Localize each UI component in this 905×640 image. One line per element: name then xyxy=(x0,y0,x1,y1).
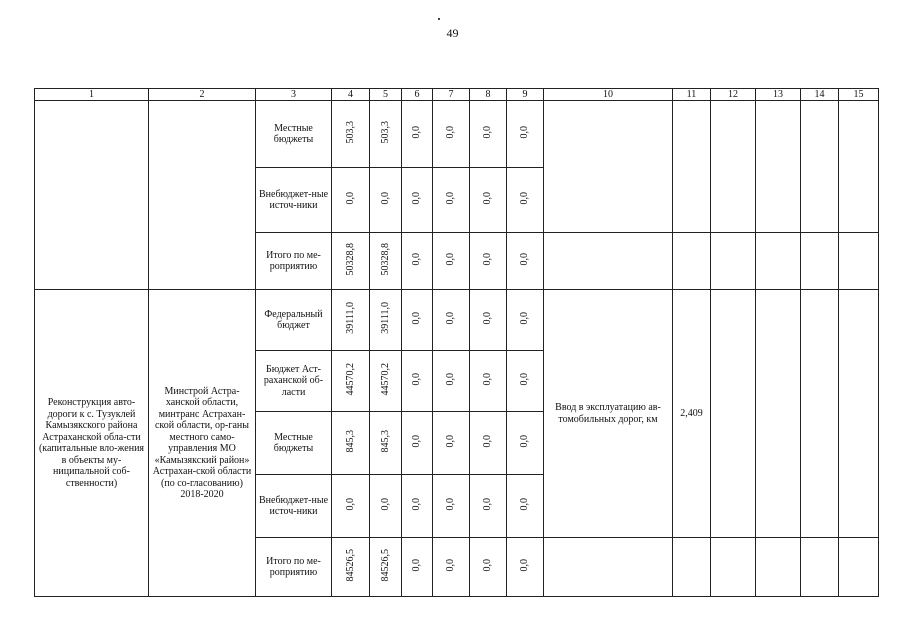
header-cell: 7 xyxy=(433,89,470,101)
header-cell: 13 xyxy=(756,89,801,101)
value-cell xyxy=(402,168,433,233)
value-cell xyxy=(433,168,470,233)
value-text: 0,0 xyxy=(482,192,494,205)
value-text: 0,0 xyxy=(445,126,457,139)
value-text: 44570,2 xyxy=(379,363,391,396)
empty-cell xyxy=(544,233,673,290)
page-number: 49 xyxy=(446,26,459,40)
header-cell: 2 xyxy=(149,89,256,101)
source-cell: Внебюджет-ные источ-ники xyxy=(256,475,332,538)
indicator-cell xyxy=(544,290,673,538)
value-text: 0,0 xyxy=(519,373,531,386)
value-cell xyxy=(433,351,470,412)
value-text: 39111,0 xyxy=(344,302,356,335)
value-cell xyxy=(433,233,470,290)
indicator-value-cell: 2,409 xyxy=(673,290,711,538)
header-cell: 11 xyxy=(673,89,711,101)
header-cell: 10 xyxy=(544,89,673,101)
value-cell xyxy=(332,290,370,351)
value-cell xyxy=(402,538,433,597)
value-cell xyxy=(370,233,402,290)
value-cell xyxy=(332,412,370,475)
value-cell xyxy=(470,233,507,290)
value-text: 0,0 xyxy=(482,435,494,448)
executor-cell-empty xyxy=(149,101,256,290)
value-text: 0,0 xyxy=(482,559,494,572)
value-cell xyxy=(470,290,507,351)
table-row xyxy=(35,290,879,351)
value-cell xyxy=(370,412,402,475)
source-cell: Итого по ме-роприятию xyxy=(256,233,332,290)
indicator-cell-empty xyxy=(544,101,673,233)
value-cell xyxy=(470,412,507,475)
value-text: 503,3 xyxy=(344,121,356,144)
scan-speck xyxy=(438,18,440,20)
value-text: 845,3 xyxy=(344,430,356,453)
value-text: 0,0 xyxy=(445,373,457,386)
empty-cell xyxy=(711,290,756,538)
value-text: 0,0 xyxy=(411,126,423,139)
value-text: 0,0 xyxy=(482,253,494,266)
value-cell xyxy=(402,101,433,168)
value-text: 0,0 xyxy=(519,559,531,572)
value-text: 39111,0 xyxy=(379,302,391,335)
header-cell: 14 xyxy=(801,89,839,101)
header-cell: 6 xyxy=(402,89,433,101)
source-cell: Федеральный бюджет xyxy=(256,290,332,351)
value-cell xyxy=(470,168,507,233)
empty-cell xyxy=(839,101,879,233)
value-text: 50328,8 xyxy=(344,243,356,276)
value-text: 0,0 xyxy=(445,312,457,325)
empty-cell xyxy=(801,290,839,538)
value-cell xyxy=(370,351,402,412)
value-text: 0,0 xyxy=(519,126,531,139)
value-cell xyxy=(433,101,470,168)
value-cell xyxy=(470,475,507,538)
header-cell: 15 xyxy=(839,89,879,101)
value-cell xyxy=(433,475,470,538)
value-cell xyxy=(507,475,544,538)
value-text: 0,0 xyxy=(411,435,423,448)
value-text: 0,0 xyxy=(519,312,531,325)
value-cell xyxy=(370,101,402,168)
empty-cell xyxy=(801,233,839,290)
empty-cell xyxy=(544,538,673,597)
value-text: 0,0 xyxy=(445,498,457,511)
header-cell: 12 xyxy=(711,89,756,101)
value-text: 0,0 xyxy=(519,253,531,266)
value-text: 0,0 xyxy=(411,498,423,511)
empty-cell xyxy=(711,538,756,597)
value-cell xyxy=(507,168,544,233)
source-cell: Бюджет Аст-раханской об-ласти xyxy=(256,351,332,412)
value-cell xyxy=(507,101,544,168)
value-cell xyxy=(332,538,370,597)
header-cell: 9 xyxy=(507,89,544,101)
value-cell xyxy=(433,290,470,351)
header-cell: 5 xyxy=(370,89,402,101)
header-cell: 3 xyxy=(256,89,332,101)
value-text: 0,0 xyxy=(445,253,457,266)
source-cell: Внебюджет-ные источ-ники xyxy=(256,168,332,233)
value-text: 845,3 xyxy=(379,430,391,453)
value-text: 0,0 xyxy=(445,192,457,205)
program-table xyxy=(34,88,879,597)
value-text: 0,0 xyxy=(519,498,531,511)
value-text: 84526,5 xyxy=(344,549,356,582)
empty-cell xyxy=(756,101,801,233)
value-text: 0,0 xyxy=(411,253,423,266)
value-cell xyxy=(332,351,370,412)
value-cell xyxy=(370,538,402,597)
empty-cell xyxy=(839,290,879,538)
value-cell xyxy=(370,168,402,233)
indicator-text: Ввод в эксплуатацию ав-томобильных дорог, км xyxy=(555,402,661,425)
table-row xyxy=(35,101,879,168)
value-cell xyxy=(402,351,433,412)
value-cell xyxy=(433,412,470,475)
empty-cell xyxy=(711,233,756,290)
empty-cell xyxy=(756,233,801,290)
header-row xyxy=(35,89,879,101)
empty-cell xyxy=(839,233,879,290)
empty-cell xyxy=(673,233,711,290)
source-cell: Местные бюджеты xyxy=(256,412,332,475)
value-cell xyxy=(507,233,544,290)
value-cell xyxy=(402,290,433,351)
value-text: 0,0 xyxy=(482,126,494,139)
value-text: 0,0 xyxy=(379,498,391,511)
value-cell xyxy=(470,351,507,412)
value-text: 44570,2 xyxy=(344,363,356,396)
value-text: 0,0 xyxy=(519,435,531,448)
value-cell xyxy=(402,475,433,538)
value-cell xyxy=(507,351,544,412)
value-cell xyxy=(507,412,544,475)
header-cell: 8 xyxy=(470,89,507,101)
value-text: 503,3 xyxy=(379,121,391,144)
empty-cell xyxy=(801,538,839,597)
empty-cell xyxy=(756,290,801,538)
header-cell: 1 xyxy=(35,89,149,101)
value-text: 0,0 xyxy=(445,435,457,448)
value-cell xyxy=(470,538,507,597)
value-cell xyxy=(402,412,433,475)
value-text: 0,0 xyxy=(344,498,356,511)
value-cell xyxy=(470,101,507,168)
empty-cell xyxy=(756,538,801,597)
value-cell xyxy=(332,101,370,168)
value-cell xyxy=(370,475,402,538)
value-cell xyxy=(332,475,370,538)
value-text: 50328,8 xyxy=(379,243,391,276)
value-text: 0,0 xyxy=(482,312,494,325)
empty-cell xyxy=(711,101,756,233)
value-cell xyxy=(402,233,433,290)
empty-cell xyxy=(839,538,879,597)
value-cell xyxy=(507,538,544,597)
value-text: 0,0 xyxy=(411,373,423,386)
value-text: 0,0 xyxy=(344,192,356,205)
value-cell xyxy=(332,233,370,290)
value-text: 0,0 xyxy=(445,559,457,572)
source-cell: Местные бюджеты xyxy=(256,101,332,168)
value-text: 84526,5 xyxy=(379,549,391,582)
empty-cell xyxy=(801,101,839,233)
value-text: 0,0 xyxy=(482,498,494,511)
value-cell xyxy=(332,168,370,233)
header-cell: 4 xyxy=(332,89,370,101)
value-text: 0,0 xyxy=(411,312,423,325)
event-cell-empty xyxy=(35,101,149,290)
value-text: 0,0 xyxy=(411,192,423,205)
executor-cell: Минстрой Астра-ханской области, минтранс Астрахан-ской области, ор-ганы местного само-управления МО «Камызякский район» Астрахан-ской области (по со-гласованию) 2018-2020 xyxy=(149,290,256,597)
event-cell: Реконструкция авто-дороги к с. Тузуклей Камызякского района Астраханской обла-сти (капитальные вло-жения в объекты му-ниципальной соб-ственности) xyxy=(35,290,149,597)
value-text: 0,0 xyxy=(519,192,531,205)
value-text: 0,0 xyxy=(482,373,494,386)
value-cell xyxy=(433,538,470,597)
empty-cell xyxy=(673,538,711,597)
value-cell xyxy=(507,290,544,351)
source-cell: Итого по ме-роприятию xyxy=(256,538,332,597)
value-cell xyxy=(370,290,402,351)
indicator-value-empty xyxy=(673,101,711,233)
value-text: 0,0 xyxy=(379,192,391,205)
value-text: 0,0 xyxy=(411,559,423,572)
